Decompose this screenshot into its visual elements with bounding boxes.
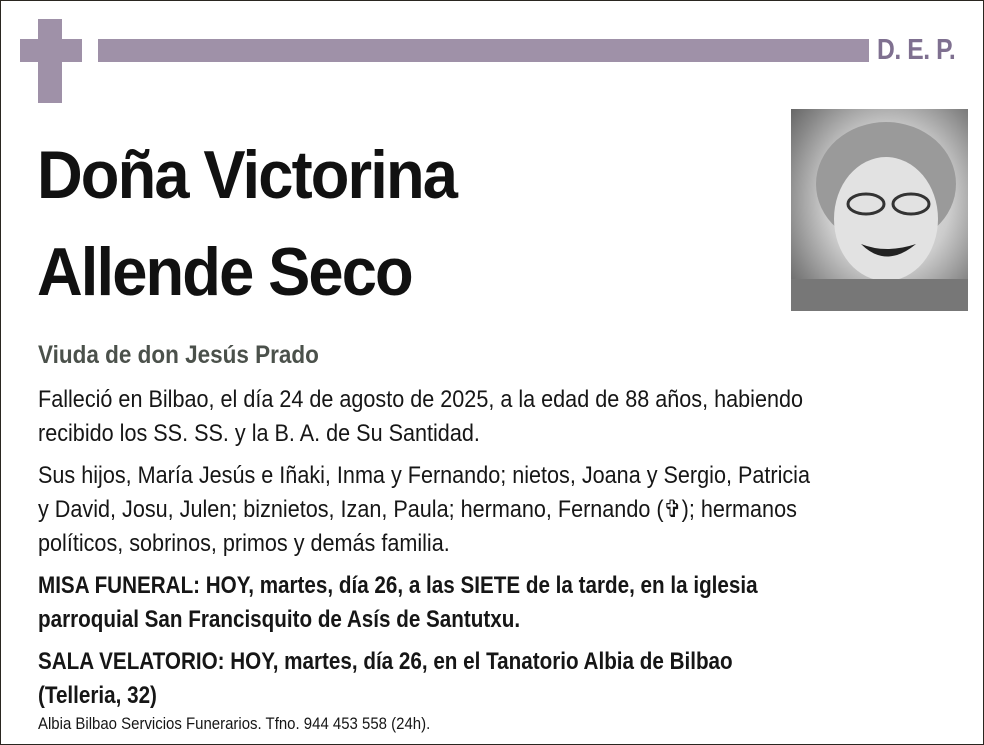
notice-body (38, 383, 978, 721)
text-line: (Telleria, 32) (38, 682, 157, 709)
deceased-name-line-2: Allende Seco (37, 234, 412, 310)
cross-icon-arm (20, 39, 82, 62)
funeral-home-footer: Albia Bilbao Servicios Funerarios. Tfno. 944 453 558 (24h). (38, 714, 431, 733)
text-line: recibido los SS. SS. y la B. A. de Su Santidad. (38, 420, 480, 447)
text-line: Falleció en Bilbao, el día 24 de agosto de 2025, a la edad de 88 años, habiendo (38, 386, 803, 413)
text-line: políticos, sobrinos, primos y demás familia. (38, 530, 450, 557)
subtitle: Viuda de don Jesús Prado (38, 341, 319, 369)
dep-label: D. E. P. (877, 34, 956, 66)
text-line: y David, Josu, Julen; biznietos, Izan, Paula; hermano, Fernando (✞); hermanos (38, 496, 797, 523)
text-line: MISA FUNERAL: HOY, martes, día 26, a las SIETE de la tarde, en la iglesia (38, 572, 758, 599)
wake-room-paragraph (38, 645, 978, 713)
text-line: SALA VELATORIO: HOY, martes, día 26, en el Tanatorio Albia de Bilbao (38, 648, 733, 675)
header-bar (98, 39, 869, 62)
deceased-name-line-1: Doña Victorina (37, 137, 457, 213)
text-line: parroquial San Francisquito de Asís de Santutxu. (38, 606, 521, 633)
death-paragraph (38, 383, 978, 451)
funeral-mass-paragraph (38, 569, 978, 637)
text-line: Sus hijos, María Jesús e Iñaki, Inma y Fernando; nietos, Joana y Sergio, Patricia (38, 462, 810, 489)
deceased-photo (791, 109, 968, 311)
family-paragraph (38, 459, 978, 561)
